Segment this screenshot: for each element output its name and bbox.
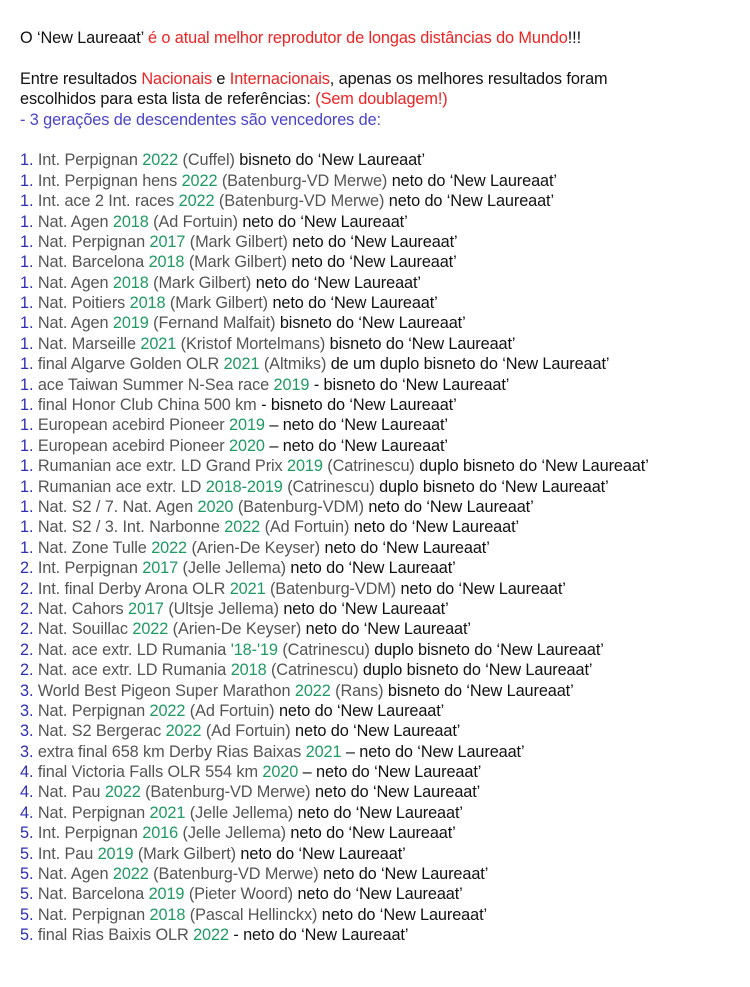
intro-text: Entre resultados	[20, 69, 142, 88]
result-year: 2021	[149, 803, 186, 822]
result-place: 3.	[20, 722, 34, 741]
intro-text: escolhidos para esta lista de referências:	[20, 90, 316, 109]
result-owner: (Ad Fortuin)	[264, 518, 350, 537]
intro-headline	[20, 28, 740, 48]
result-place: 5.	[20, 926, 34, 945]
list-item	[20, 762, 740, 782]
result-owner: (Jelle Jellema)	[182, 824, 286, 843]
result-year: 2019	[229, 416, 265, 435]
list-item	[20, 436, 740, 456]
result-year: 2022	[165, 722, 202, 741]
intro-highlight: é o atual melhor reprodutor de longas distâncias do Mundo	[148, 29, 568, 47]
result-race: Nat. S2 / 7. Nat. Agen	[37, 497, 194, 516]
result-year: 2022	[149, 701, 186, 720]
result-place: 1.	[20, 355, 34, 374]
result-race: Int. Perpignan	[37, 559, 138, 578]
result-year: 2022	[294, 681, 331, 700]
result-relation: - bisneto do ‘New Laureaat’	[313, 375, 510, 394]
result-year: 2017	[149, 232, 186, 251]
result-race: Nat. S2 Bergerac	[37, 722, 162, 741]
result-owner: (Catrinescu)	[282, 640, 370, 659]
result-relation: bisneto do ‘New Laureaat’	[279, 314, 466, 333]
result-race: Nat. Agen	[37, 273, 109, 292]
result-place: 5.	[20, 885, 34, 904]
result-relation: neto do ‘New Laureaat’	[290, 824, 456, 843]
result-relation: bisneto do ‘New Laureaat’	[387, 681, 574, 700]
result-relation: neto do ‘New Laureaat’	[368, 497, 534, 516]
result-year: 2018	[112, 273, 149, 292]
list-item	[20, 252, 740, 272]
result-owner: (Fernand Malfait)	[153, 314, 276, 333]
result-place: 1.	[20, 273, 34, 292]
list-item	[20, 905, 740, 925]
list-item	[20, 823, 740, 843]
result-owner: (Pascal Hellinckx)	[189, 905, 318, 924]
result-year: 2022	[193, 926, 229, 945]
result-year: 2020	[229, 436, 265, 455]
list-item	[20, 844, 740, 864]
result-relation: duplo bisneto do ‘New Laureaat’	[419, 457, 649, 476]
result-year: 2020	[262, 763, 299, 782]
result-place: 1.	[20, 232, 34, 251]
result-race: Nat. Poitiers	[37, 294, 126, 313]
list-item	[20, 599, 740, 619]
result-year: 2018	[112, 212, 149, 231]
result-relation: neto do ‘New Laureaat’	[400, 579, 566, 598]
result-year: 2021	[305, 742, 342, 761]
result-place: 1.	[20, 396, 34, 415]
result-place: 3.	[20, 681, 34, 700]
list-item	[20, 579, 740, 599]
list-item	[20, 150, 740, 170]
intro-text: , apenas os melhores resultados foram	[329, 69, 608, 88]
result-owner: (Ad Fortuin)	[205, 722, 291, 741]
result-year: 2022	[104, 783, 141, 802]
result-race: European acebird Pioneer	[37, 436, 225, 455]
list-item	[20, 191, 740, 211]
list-item	[20, 660, 740, 680]
result-year: 2016	[142, 824, 179, 843]
intro-generations-line	[20, 110, 740, 130]
result-owner: (Kristof Mortelmans)	[180, 334, 326, 353]
result-race: final Algarve Golden OLR	[37, 355, 220, 374]
result-race: Nat. Agen	[37, 212, 109, 231]
result-relation: neto do ‘New Laureaat’	[242, 212, 408, 231]
list-item	[20, 334, 740, 354]
result-place: 1.	[20, 334, 34, 353]
result-owner: (Catrinescu)	[327, 457, 415, 476]
result-owner: (Mark Gilbert)	[137, 844, 236, 863]
list-item	[20, 212, 740, 232]
results-list	[20, 150, 740, 945]
list-item	[20, 925, 740, 945]
result-relation: - bisneto do ‘New Laureaat’	[261, 396, 457, 415]
list-item	[20, 864, 740, 884]
result-owner: (Batenburg-VD Merwe)	[221, 171, 388, 190]
result-relation: neto do ‘New Laureaat’	[353, 518, 520, 537]
result-place: 1.	[20, 518, 34, 537]
result-place: 4.	[20, 803, 34, 822]
result-relation: duplo bisneto do ‘New Laureaat’	[379, 477, 609, 496]
intro-paragraph-line-2	[20, 89, 740, 109]
result-place: 1.	[20, 314, 34, 333]
result-owner: (Catrinescu)	[287, 477, 375, 496]
result-place: 1.	[20, 171, 34, 190]
result-place: 1.	[20, 151, 34, 170]
list-item	[20, 273, 740, 293]
result-year: 2017	[128, 599, 164, 618]
result-year: 2019	[112, 314, 149, 333]
result-place: 1.	[20, 538, 34, 557]
result-race: Nat. Agen	[37, 865, 109, 884]
result-place: 5.	[20, 905, 34, 924]
result-year: 2018	[149, 905, 186, 924]
result-owner: (Mark Gilbert)	[169, 294, 269, 313]
result-race: Nat. Perpignan	[37, 905, 146, 924]
result-race: Nat. S2 / 3. Int. Narbonne	[37, 518, 220, 537]
result-place: 5.	[20, 824, 34, 843]
list-item	[20, 171, 740, 191]
result-place: 1.	[20, 375, 34, 394]
result-year: 2018	[148, 253, 185, 272]
list-item	[20, 681, 740, 701]
result-race: Nat. Zone Tulle	[37, 538, 147, 557]
result-year: 2021	[140, 334, 177, 353]
result-relation: neto do ‘New Laureaat’	[297, 803, 463, 822]
list-item	[20, 456, 740, 476]
result-relation: de um duplo bisneto do ‘New Laureaat’	[330, 355, 610, 374]
list-item	[20, 619, 740, 639]
intro-paragraph-line-1	[20, 69, 740, 89]
list-item	[20, 558, 740, 578]
result-owner: (Mark Gilbert)	[188, 253, 287, 272]
result-race: European acebird Pioneer	[37, 416, 225, 435]
result-owner: (Catrinescu)	[270, 661, 359, 680]
result-relation: neto do ‘New Laureaat’	[322, 865, 489, 884]
result-race: Int. Perpignan hens	[37, 171, 178, 190]
result-owner: (Rans)	[335, 681, 384, 700]
result-place: 1.	[20, 477, 34, 496]
result-race: Nat. Souillac	[37, 620, 128, 639]
result-race: Nat. Barcelona	[37, 253, 145, 272]
result-year: 2018-2019	[205, 477, 283, 496]
result-race: extra final 658 km Derby Rias Baixas	[37, 742, 302, 761]
result-relation: neto do ‘New Laureaat’	[388, 192, 554, 211]
result-place: 4.	[20, 763, 34, 782]
result-relation: neto do ‘New Laureaat’	[292, 232, 458, 251]
result-race: Int. final Derby Arona OLR	[37, 579, 226, 598]
result-relation: – neto do ‘New Laureaat’	[345, 742, 525, 761]
result-relation: neto do ‘New Laureaat’	[283, 599, 449, 618]
list-item	[20, 415, 740, 435]
result-owner: (Batenburg-VD Merwe)	[218, 192, 385, 211]
result-place: 3.	[20, 701, 34, 720]
result-owner: (Jelle Jellema)	[189, 803, 294, 822]
intro-highlight-nacionais: Nacionais	[141, 69, 212, 88]
list-item	[20, 721, 740, 741]
result-relation: – neto do ‘New Laureaat’	[269, 416, 448, 435]
list-item	[20, 477, 740, 497]
result-place: 2.	[20, 579, 34, 598]
list-item	[20, 313, 740, 333]
result-relation: neto do ‘New Laureaat’	[272, 294, 438, 313]
result-place: 4.	[20, 783, 34, 802]
result-relation: neto do ‘New Laureaat’	[297, 885, 463, 904]
result-relation: neto do ‘New Laureaat’	[391, 171, 557, 190]
list-item	[20, 293, 740, 313]
result-race: Nat. Barcelona	[37, 885, 145, 904]
result-race: Rumanian ace extr. LD Grand Prix	[37, 457, 283, 476]
list-item	[20, 538, 740, 558]
result-place: 2.	[20, 599, 34, 618]
result-relation: – neto do ‘New Laureaat’	[269, 436, 448, 455]
result-owner: (Ad Fortuin)	[189, 701, 275, 720]
result-place: 5.	[20, 865, 34, 884]
list-item	[20, 701, 740, 721]
list-item	[20, 803, 740, 823]
result-owner: (Ad Fortuin)	[153, 212, 238, 231]
result-relation: bisneto do ‘New Laureaat’	[329, 334, 516, 353]
list-item	[20, 517, 740, 537]
result-race: Nat. ace extr. LD Rumania	[37, 661, 227, 680]
result-race: Nat. Marseille	[37, 334, 136, 353]
result-place: 1.	[20, 192, 34, 211]
result-place: 2.	[20, 640, 34, 659]
result-year: 2019	[97, 844, 134, 863]
intro-exclamation: !!!	[567, 29, 581, 47]
result-place: 1.	[20, 436, 34, 455]
result-relation: neto do ‘New Laureaat’	[290, 559, 456, 578]
result-race: Nat. Pau	[37, 783, 101, 802]
list-item	[20, 232, 740, 252]
result-year: 2022	[181, 171, 218, 190]
result-race: Int. ace 2 Int. races	[37, 192, 175, 211]
intro-highlight-internacionais: Internacionais	[229, 69, 330, 88]
result-race: Nat. Perpignan	[37, 803, 146, 822]
result-race: final Victoria Falls OLR 554 km	[37, 763, 258, 782]
intro-text: O ‘New Laureaat’	[20, 29, 149, 47]
result-year: 2018	[129, 294, 166, 313]
result-year: 2022	[142, 151, 179, 170]
result-place: 2.	[20, 620, 34, 639]
result-place: 1.	[20, 497, 34, 516]
result-relation: - neto do ‘New Laureaat’	[233, 926, 409, 945]
result-relation: neto do ‘New Laureaat’	[278, 701, 445, 720]
result-year: 2021	[229, 579, 266, 598]
result-year: 2022	[112, 865, 149, 884]
result-race: Int. Perpignan	[37, 824, 138, 843]
intro-text: e	[211, 69, 230, 88]
result-owner: (Ultsje Jellema)	[168, 599, 279, 618]
result-year: 2017	[142, 559, 179, 578]
result-relation: duplo bisneto do ‘New Laureaat’	[374, 640, 604, 659]
result-place: 1.	[20, 457, 34, 476]
result-owner: (Arien-De Keyser)	[191, 538, 321, 557]
result-race: Nat. Cahors	[37, 599, 124, 618]
result-race: final Honor Club China 500 km	[37, 396, 257, 415]
result-owner: (Jelle Jellema)	[182, 559, 286, 578]
list-item	[20, 497, 740, 517]
result-relation: neto do ‘New Laureaat’	[305, 620, 471, 639]
document-body	[20, 28, 740, 946]
result-place: 1.	[20, 253, 34, 272]
result-place: 2.	[20, 661, 34, 680]
result-relation: neto do ‘New Laureaat’	[324, 538, 490, 557]
result-owner: (Batenburg-VD Merwe)	[145, 783, 311, 802]
result-race: Int. Pau	[37, 844, 94, 863]
result-place: 1.	[20, 416, 34, 435]
list-item	[20, 742, 740, 762]
result-place: 1.	[20, 294, 34, 313]
result-relation: neto do ‘New Laureaat’	[240, 844, 406, 863]
result-owner: (Batenburg-VD Merwe)	[153, 865, 319, 884]
list-item	[20, 395, 740, 415]
list-item	[20, 884, 740, 904]
result-year: 2018	[230, 661, 267, 680]
result-race: Nat. Agen	[37, 314, 109, 333]
result-year: 2022	[178, 192, 215, 211]
result-place: 1.	[20, 212, 34, 231]
result-relation: bisneto do ‘New Laureaat’	[239, 151, 425, 170]
result-owner: (Mark Gilbert)	[153, 273, 252, 292]
result-race: Nat. ace extr. LD Rumania	[37, 640, 227, 659]
result-year: 2019	[287, 457, 323, 476]
result-race: Nat. Perpignan	[37, 232, 146, 251]
list-item	[20, 640, 740, 660]
result-race: Int. Perpignan	[37, 151, 138, 170]
result-year: '18-'19	[230, 640, 278, 659]
result-owner: (Arien-De Keyser)	[172, 620, 302, 639]
result-relation: neto do ‘New Laureaat’	[295, 722, 461, 741]
result-place: 3.	[20, 742, 34, 761]
result-owner: (Altmiks)	[263, 355, 327, 374]
result-race: World Best Pigeon Super Marathon	[37, 681, 291, 700]
result-year: 2022	[224, 518, 261, 537]
result-year: 2020	[197, 497, 234, 516]
intro-highlight-no-doubling: (Sem doublagem!)	[315, 90, 448, 109]
list-item	[20, 782, 740, 802]
result-relation: duplo bisneto do ‘New Laureaat’	[362, 661, 593, 680]
result-relation: – neto do ‘New Laureaat’	[302, 763, 482, 782]
list-item	[20, 354, 740, 374]
list-item	[20, 375, 740, 395]
result-race: ace Taiwan Summer N-Sea race	[37, 375, 270, 394]
intro-generations-text: - 3 gerações de descendentes são vencedores de:	[20, 110, 381, 129]
result-year: 2022	[151, 538, 188, 557]
result-owner: (Batenburg-VDM)	[269, 579, 397, 598]
result-owner: (Pieter Woord)	[188, 885, 293, 904]
result-race: final Rias Baixis OLR	[37, 926, 189, 945]
result-owner: (Cuffel)	[182, 151, 235, 170]
spacer	[20, 48, 740, 68]
result-place: 2.	[20, 559, 34, 578]
result-relation: neto do ‘New Laureaat’	[255, 273, 421, 292]
result-year: 2021	[223, 355, 260, 374]
result-race: Nat. Perpignan	[37, 701, 146, 720]
result-relation: neto do ‘New Laureaat’	[321, 905, 488, 924]
result-owner: (Batenburg-VDM)	[237, 497, 364, 516]
result-year: 2022	[132, 620, 169, 639]
result-relation: neto do ‘New Laureaat’	[314, 783, 481, 802]
result-place: 5.	[20, 844, 34, 863]
result-year: 2019	[148, 885, 185, 904]
result-owner: (Mark Gilbert)	[189, 232, 288, 251]
spacer	[20, 130, 740, 150]
result-year: 2019	[273, 375, 310, 394]
result-relation: neto do ‘New Laureaat’	[291, 253, 457, 272]
result-race: Rumanian ace extr. LD	[37, 477, 202, 496]
